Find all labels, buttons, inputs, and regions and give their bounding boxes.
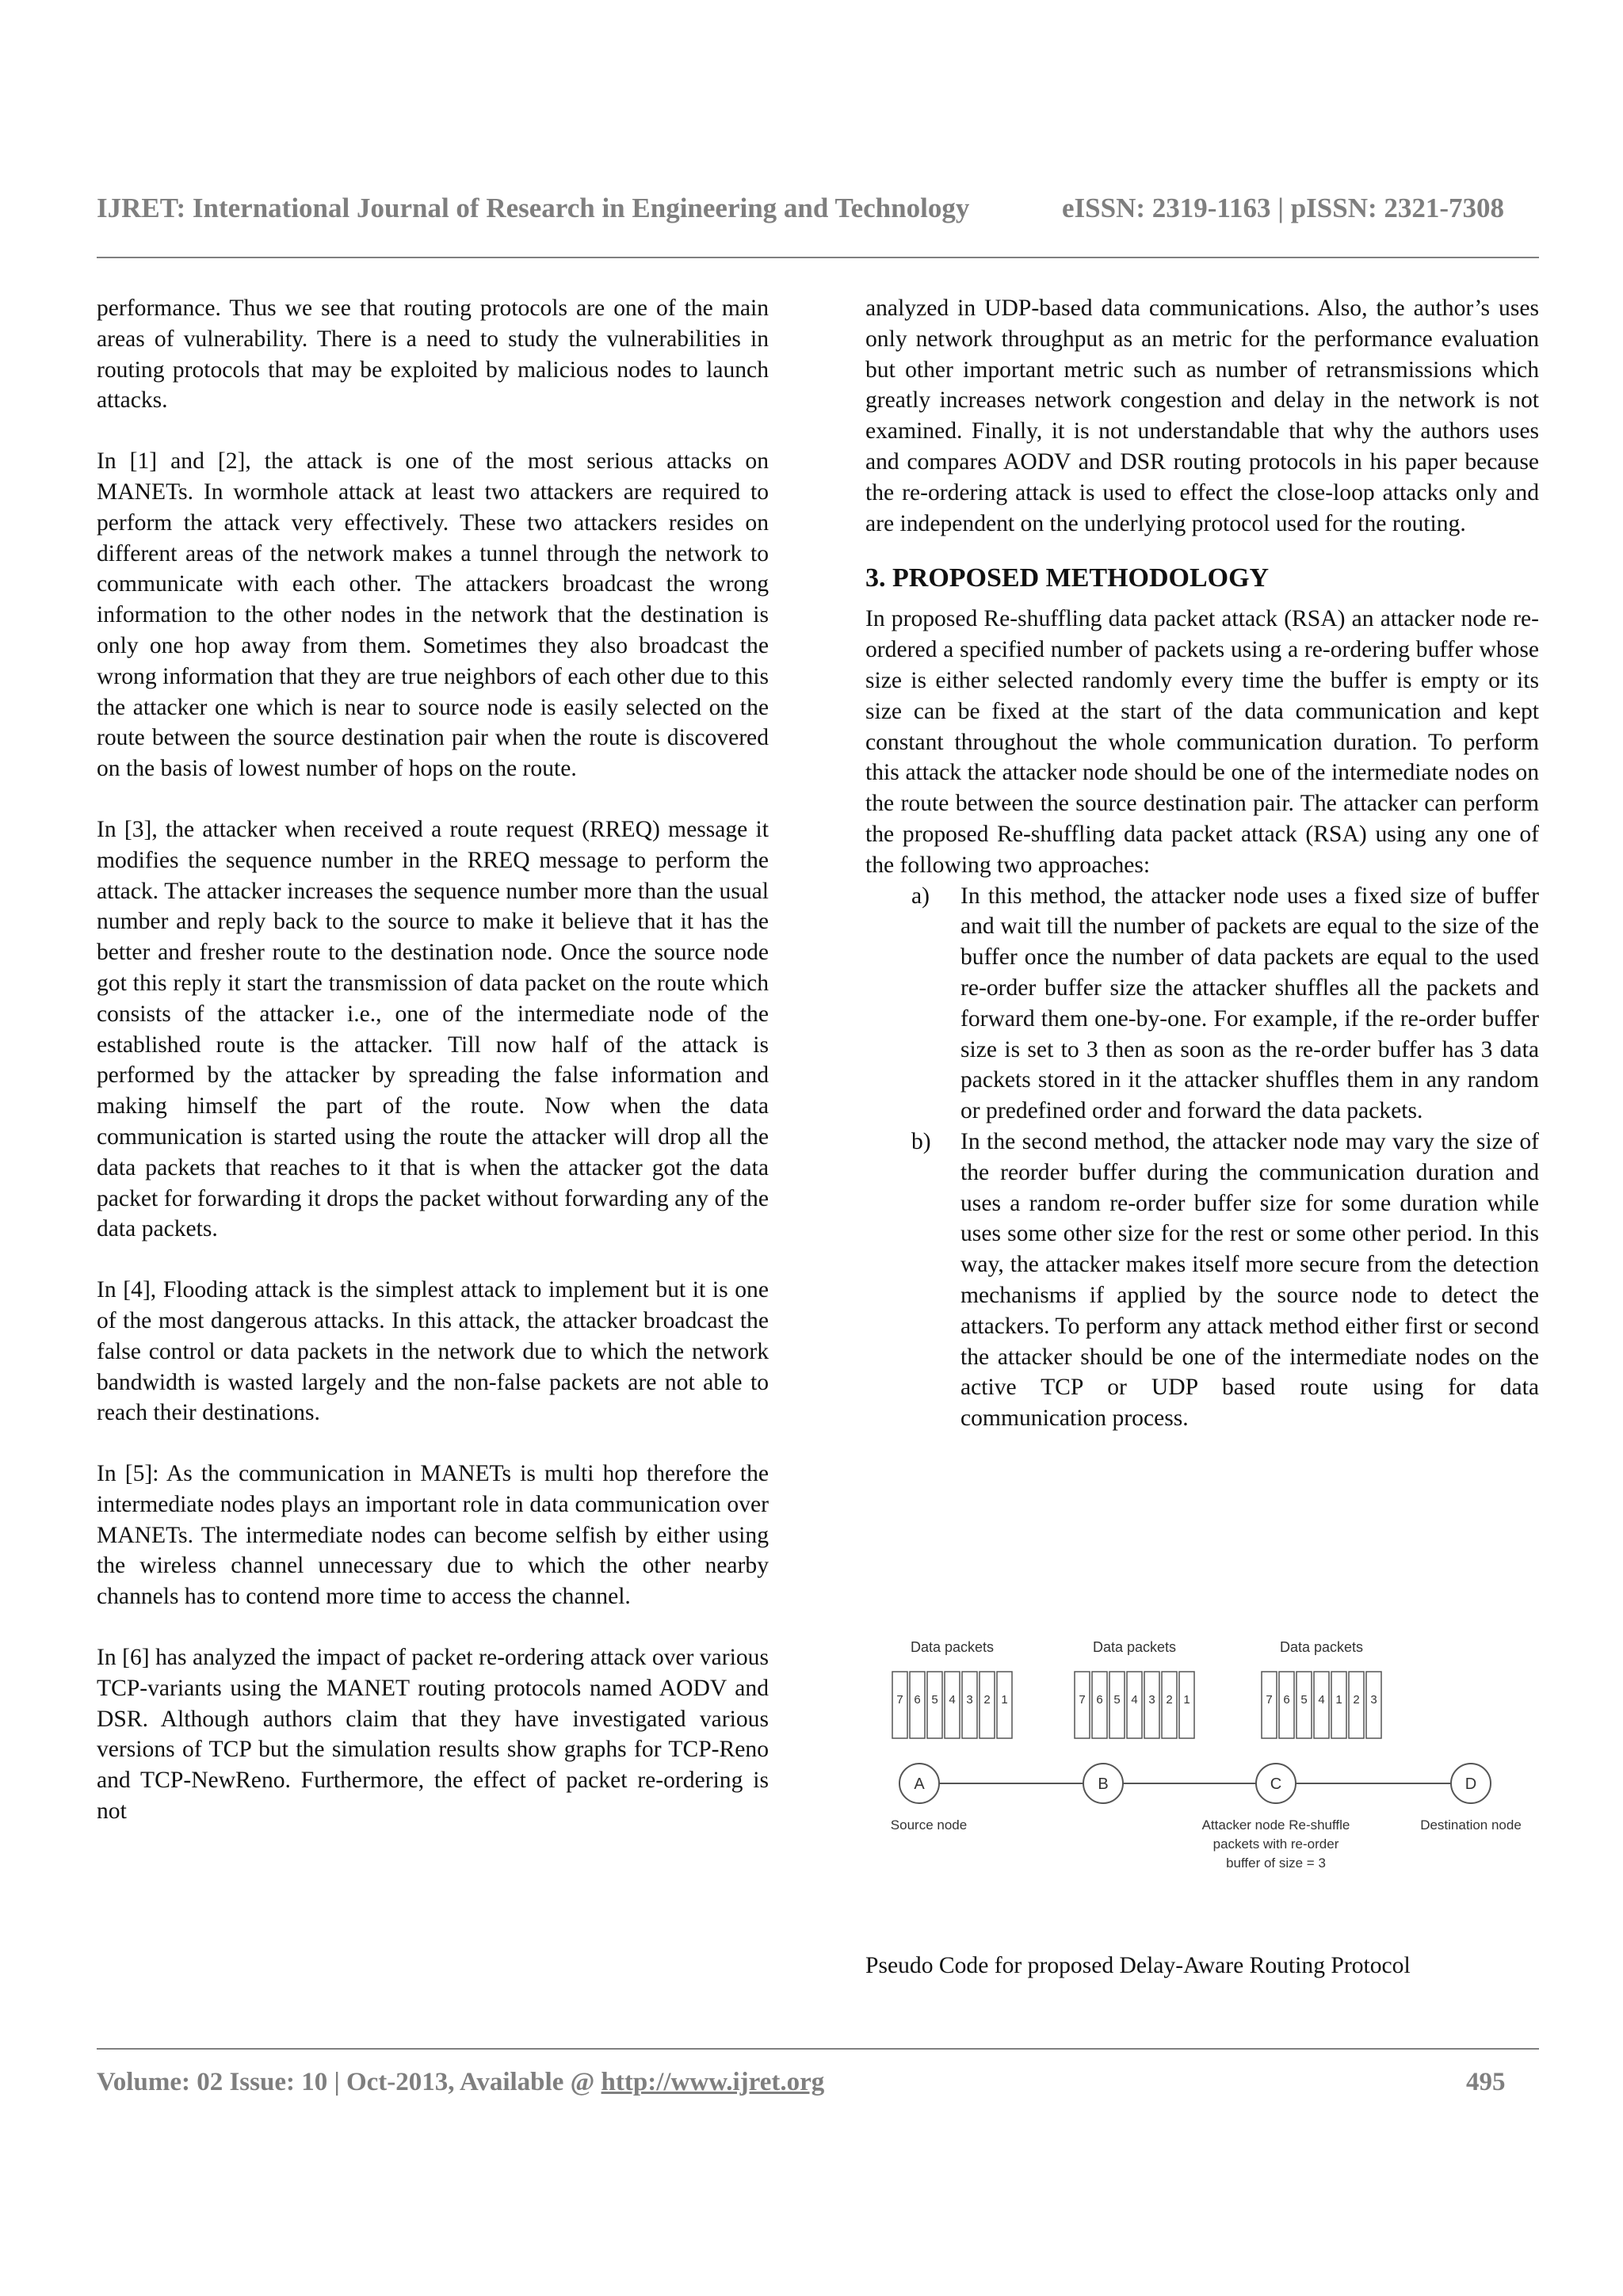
- packet-number: 5: [1113, 1693, 1121, 1707]
- issn-info: eISSN: 2319-1163 | pISSN: 2321-7308: [1062, 193, 1505, 223]
- list-item-text: In this method, the attacker node uses a fixed size of buffer and wait till the number of packets are equal to the size of the buffer once the number of data packets are equal to the used re-order buffer size the attacker shuffles all the packets and forward them one-by-one. For example, if the re-order buffer size is set to 3 then as soon as the re-order buffer has 3 data packets stored in it the attacker shuffles them in any random or predefined order and forward the data packets.: [960, 883, 1539, 1124]
- node-label: A: [914, 1775, 925, 1793]
- packet-number: 5: [931, 1693, 938, 1707]
- packet-number: 1: [1335, 1693, 1342, 1707]
- packet-number: 6: [1283, 1693, 1290, 1707]
- journal-link[interactable]: http://www.ijret.org: [601, 2068, 825, 2096]
- page-number: 495: [1466, 2068, 1506, 2096]
- buffer-label: Data packets: [1279, 1639, 1364, 1655]
- attacker-node-label: packets with re-order: [1212, 1836, 1339, 1852]
- method-list: [865, 881, 1539, 1434]
- packet-number: 1: [1183, 1693, 1190, 1707]
- packet-number: 2: [983, 1693, 991, 1707]
- packet-number: 3: [966, 1693, 973, 1707]
- packet-number: 4: [949, 1693, 956, 1707]
- volume-info: Volume: 02 Issue: 10 | Oct-2013, Available @: [97, 2068, 601, 2096]
- attacker-node-label: buffer of size = 3: [1226, 1855, 1326, 1871]
- paragraph: In [5]: As the communication in MANETs is multi hop therefore the intermediate nodes plays an important role in data communication over MANETs. The intermediate nodes can become selfish by either using the wireless channel unnecessary due to which the other nearby channels has to contend more time to access the channel.: [97, 1461, 769, 1610]
- paragraph: In [1] and [2], the attack is one of the most serious attacks on MANETs. In wormhole attack at least two attackers are required to perform the attack very effectively. These two attackers resides on different areas of the network makes a tunnel through the network to communicate with each other. The attackers broadcast the wrong information to the other nodes in the network that the destination is only one hop away from them. Sometimes they also broadcast the wrong information that they are true neighbors of each other due to this the attacker one which is near to source node is easily selected on the route between the source destination pair when the route is discovered on the basis of lowest number of hops on the route.: [97, 448, 769, 782]
- destination-node-label: Destination node: [1420, 1817, 1522, 1833]
- figure-caption: Pseudo Code for proposed Delay-Aware Routing Protocol: [865, 1953, 1411, 1978]
- paragraph: In proposed Re-shuffling data packet attack (RSA) an attacker node re-ordered a specified number of packets using a re-ordering buffer whose size is either selected randomly every time the buffer is empty or its size can be fixed at the start of the data communication and kept constant throughout the whole communication duration. To perform this attack the attacker node should be one of the intermediate nodes on the route between the source destination pair. The attacker can perform the proposed Re-shuffling data packet attack (RSA) using any one of the following two approaches:: [865, 606, 1539, 878]
- running-footer: [97, 2068, 1507, 2097]
- paragraph: In [6] has analyzed the impact of packet re-ordering attack over various TCP-variants using the MANET routing protocols named AODV and DSR. Although authors claim that they have investigated various versions of TCP but the simulation results show graphs for TCP-Reno and TCP-NewReno. Furthermore, the effect of packet re-ordering is not: [97, 1645, 769, 1825]
- source-node-label: Source node: [890, 1817, 968, 1833]
- left-column: [97, 293, 769, 1827]
- packet-number: 6: [1096, 1693, 1103, 1707]
- node-label: B: [1098, 1775, 1109, 1793]
- paragraph: In [4], Flooding attack is the simplest attack to implement but it is one of the most dangerous attacks. In this attack, the attacker broadcast the false control or data packets in the network due to which the network bandwidth is wasted largely and the non-false packets are not able to reach their destinations.: [97, 1277, 769, 1426]
- packet-reorder-figure: [865, 1628, 1539, 1897]
- packet-number: 1: [1001, 1693, 1008, 1707]
- running-header: [97, 193, 1539, 224]
- packet-number: 4: [1318, 1693, 1325, 1707]
- packet-number: 7: [896, 1693, 903, 1707]
- buffer-label: Data packets: [1092, 1639, 1177, 1655]
- paragraph: In [3], the attacker when received a route request (RREQ) message it modifies the sequence number in the RREQ message to perform the attack. The attacker increases the sequence number more than the usual number and reply back to the source to make it believe that it has the better and fresher route to the destination node. Once the source node got this reply it start the transmission of data packet on the route which consists of the attacker i.e., one of the intermediate node of the established route is the attacker. Till now half of the attack is performed by the attacker by spreading the false information and making himself the part of the route. Now when the data communication is started using the route the attacker will drop all the data packets that reaches to it that is when the attacker got the data packet for forwarding it drops the packet without forwarding any of the data packets.: [97, 816, 769, 1242]
- list-marker: b): [911, 1128, 931, 1154]
- packet-number: 2: [1353, 1693, 1360, 1707]
- packet-number: 7: [1079, 1693, 1086, 1707]
- list-item: [865, 881, 1539, 1127]
- figure-svg: [865, 1628, 1539, 1897]
- paragraph: analyzed in UDP-based data communications. Also, the author’s uses only network throughput as an metric for the performance evaluation but other important metric such as number of retransmissions which greatly increases network congestion and delay in the network is not examined. Finally, it is not understandable that why the authors uses and compares AODV and DSR routing protocols in his paper because the re-ordering attack is used to effect the close-loop attacks only and are independent on the underlying protocol used for the routing.: [865, 296, 1539, 536]
- node-label: D: [1465, 1775, 1477, 1793]
- packet-number: 6: [914, 1693, 921, 1707]
- journal-title: IJRET: International Journal of Research in Engineering and Technology: [97, 193, 970, 223]
- paragraph: performance. Thus we see that routing protocols are one of the main areas of vulnerability. There is a need to study the vulnerabilities in routing protocols that may be exploited by malicious nodes to launch attacks.: [97, 296, 769, 414]
- packet-number: 7: [1266, 1693, 1273, 1707]
- packet-number: 3: [1148, 1693, 1155, 1707]
- section-heading: 3. PROPOSED METHODOLOGY: [865, 563, 1270, 593]
- list-item: [865, 1127, 1539, 1434]
- header-rule: [97, 257, 1539, 258]
- list-item-text: In the second method, the attacker node may vary the size of the reorder buffer during the communication duration and uses a random re-order buffer size for some duration while uses some other size for the rest or some other period. In this way, the attacker makes itself more secure from the detection mechanisms if applied by the source node to detect the attackers. To perform any attack method either first or second the attacker should be one of the intermediate nodes on the active TCP or UDP based route using for data communication process.: [960, 1128, 1539, 1432]
- packet-number: 3: [1370, 1693, 1377, 1707]
- packet-number: 4: [1131, 1693, 1138, 1707]
- right-column: [865, 293, 1539, 1434]
- node-label: C: [1270, 1775, 1282, 1793]
- packet-number: 5: [1300, 1693, 1308, 1707]
- footer-rule: [97, 2048, 1539, 2050]
- attacker-node-label: Attacker node Re-shuffle: [1201, 1817, 1350, 1833]
- list-marker: a): [911, 883, 930, 909]
- buffer-label: Data packets: [910, 1639, 995, 1655]
- packet-number: 2: [1166, 1693, 1173, 1707]
